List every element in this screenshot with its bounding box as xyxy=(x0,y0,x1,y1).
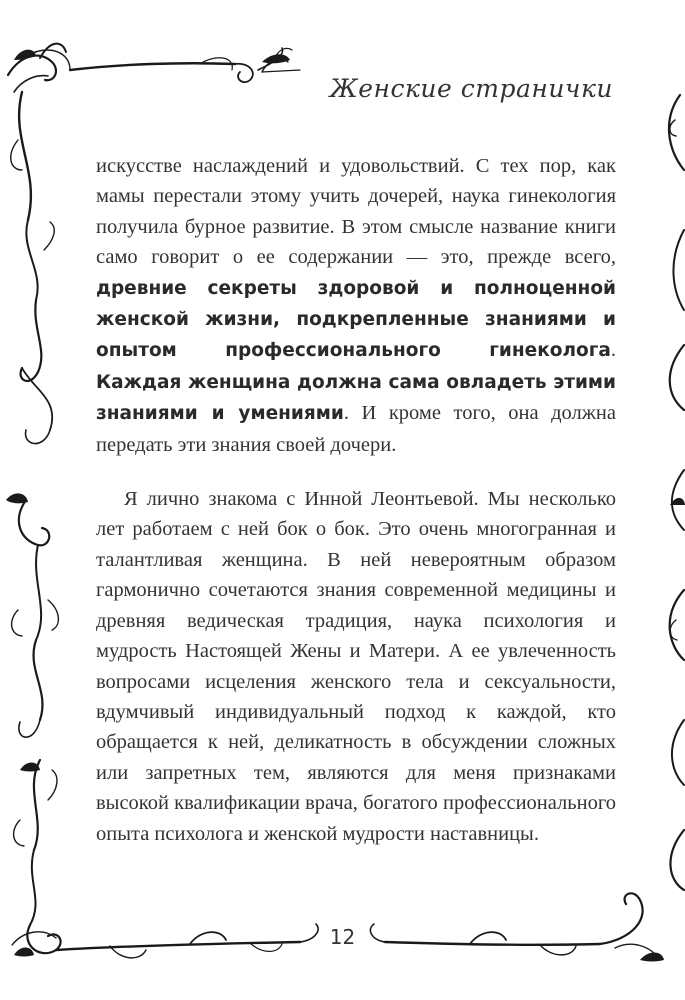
paragraph-1-bold-a: древние секреты здоровой и полноценной женской жизни, подкрепленные знаниями и опытом профессионального гинеколога xyxy=(96,277,616,362)
left-scroll-lower-icon xyxy=(14,760,57,925)
left-scroll-upper-icon xyxy=(11,92,55,444)
paragraph-1-bold-b: Каждая женщина должна сама овладеть этими знаниями и умениями xyxy=(96,371,616,425)
page-number: 12 xyxy=(329,925,356,949)
paragraph-1-text-c: . И кроме того, она должна передать эти знания своей дочери. xyxy=(96,402,616,456)
corner-ornament-top-left-icon xyxy=(8,44,300,92)
running-header-title: Женские странички xyxy=(329,74,613,103)
paragraph-1 xyxy=(96,151,616,460)
right-scroll-icon xyxy=(669,95,684,890)
paragraph-1-text-b: . xyxy=(610,339,616,362)
paragraph-1-text-a: искусстве наслаждений и удовольствий. С тех пор, как мамы перестали этому учить дочерей, наука гинекология получила бурное развитие. В этом смысле название книги само говорит о ее содержании — это, прежде всего, xyxy=(96,155,616,269)
paragraph-2: Я лично знакома с Инной Леонтьевой. Мы несколько лет работаем с ней бок о бок. Это очень многогранная и талантливая женщина. В ней невероятным образом гармонично сочетаются знания современной медицины и древняя ведическая традиция, наука психология и мудрость Настоящей Жены и Матери. А ее увлеченность вопросами исцеления женского тела и сексуальности, вдумчивый индивидуальный подход к каждой, кто обращается к ней, деликатность в обсуждении сложных или запретных тем, являются для меня признаками высокой квалификации врача, богатого профессионального опыта психолога и женской мудрости наставницы. xyxy=(96,488,616,845)
left-scroll-middle-icon xyxy=(12,500,59,737)
body-text xyxy=(96,151,616,849)
